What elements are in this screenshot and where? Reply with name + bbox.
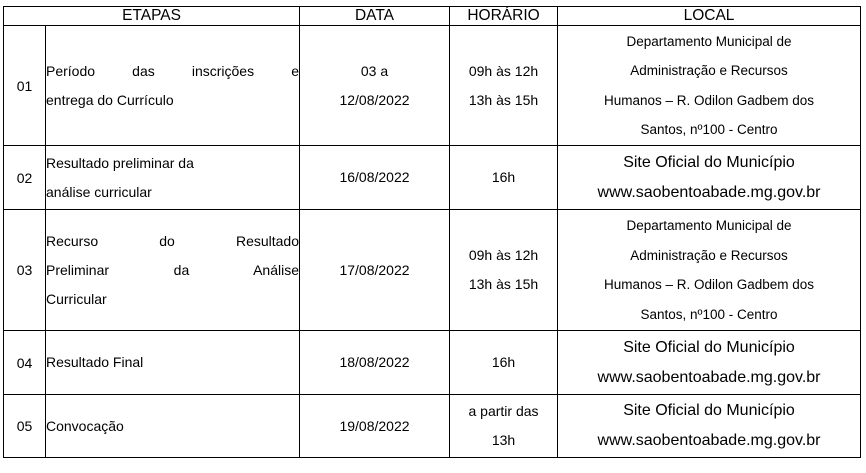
header-horario: HORÁRIO <box>450 7 558 26</box>
local-line: Site Oficial do Município <box>623 338 795 356</box>
etapa-line: Recurso do Resultado <box>46 232 300 249</box>
data-cell <box>300 395 450 458</box>
data-cell <box>300 146 450 210</box>
etapa-line: Curricular <box>46 290 107 307</box>
local-line: Site Oficial do Município <box>623 402 795 419</box>
horario-cell <box>450 331 558 395</box>
data-line: 18/08/2022 <box>339 354 410 370</box>
row-number: 03 <box>4 210 46 331</box>
data-cell <box>300 26 450 146</box>
data-line: 12/08/2022 <box>339 91 410 108</box>
website-link[interactable]: www.saobentoabade.mg.gov.br <box>597 368 821 386</box>
local-cell <box>558 331 861 395</box>
row-number: 01 <box>4 26 46 146</box>
etapa-line: entrega do Currículo <box>46 91 174 108</box>
etapa-cell <box>46 395 300 458</box>
local-line: Humanos – R. Odilon Gadbem dos <box>603 92 815 108</box>
local-line: Humanos – R. Odilon Gadbem dos <box>603 277 815 292</box>
data-line: 17/08/2022 <box>339 261 410 278</box>
local-cell <box>558 210 861 331</box>
local-line: Santos, nº100 - Centro <box>640 306 778 322</box>
website-link[interactable]: www.saobentoabade.mg.gov.br <box>597 183 821 201</box>
etapa-cell <box>46 26 300 146</box>
table-row <box>4 146 861 210</box>
data-line: 19/08/2022 <box>339 417 410 434</box>
local-line: Departamento Municipal de <box>626 33 792 49</box>
etapa-cell <box>46 146 300 210</box>
row-number: 02 <box>4 146 46 210</box>
header-row <box>4 7 861 26</box>
horario-cell <box>450 210 558 331</box>
horario-line: 09h às 12h <box>468 247 539 263</box>
header-etapas: ETAPAS <box>4 7 300 26</box>
horario-cell <box>450 395 558 458</box>
local-line: Santos, nº100 - Centro <box>640 122 778 137</box>
website-link[interactable]: www.saobentoabade.mg.gov.br <box>597 432 821 449</box>
etapa-line: Convocação <box>46 417 124 434</box>
horario-line: 09h às 12h <box>468 62 539 79</box>
etapa-line: Preliminar da Análise <box>46 261 300 278</box>
data-line: 16/08/2022 <box>339 169 410 185</box>
header-data: DATA <box>300 7 450 26</box>
table-row <box>4 395 861 458</box>
horario-line: 16h <box>491 169 516 185</box>
table-row <box>4 210 861 331</box>
table-row <box>4 26 861 146</box>
local-line: Administração e Recursos <box>630 247 788 263</box>
horario-line: 13h às 15h <box>468 276 539 292</box>
local-cell <box>558 146 861 210</box>
etapa-cell <box>46 331 300 395</box>
local-cell <box>558 395 861 458</box>
data-cell <box>300 210 450 331</box>
etapa-cell <box>46 210 300 331</box>
etapa-line: Resultado Final <box>46 354 144 370</box>
local-line: Departamento Municipal de <box>626 218 792 233</box>
etapa-line: análise curricular <box>46 183 152 200</box>
local-line: Administração e Recursos <box>630 63 788 78</box>
horario-line: 13h <box>491 432 516 448</box>
etapa-line: Período das inscrições e <box>46 62 300 79</box>
horario-line: a partir das <box>468 403 539 419</box>
local-line: Site Oficial do Município <box>623 153 795 171</box>
data-line: 03 a <box>360 62 389 79</box>
etapa-line: Resultado preliminar da <box>46 154 194 171</box>
horario-line: 13h às 15h <box>468 91 539 108</box>
table-row <box>4 331 861 395</box>
header-local: LOCAL <box>558 7 861 26</box>
horario-cell <box>450 146 558 210</box>
schedule-table <box>3 6 861 458</box>
row-number: 05 <box>4 395 46 458</box>
horario-cell <box>450 26 558 146</box>
horario-line: 16h <box>491 354 516 370</box>
data-cell <box>300 331 450 395</box>
local-cell <box>558 26 861 146</box>
row-number: 04 <box>4 331 46 395</box>
